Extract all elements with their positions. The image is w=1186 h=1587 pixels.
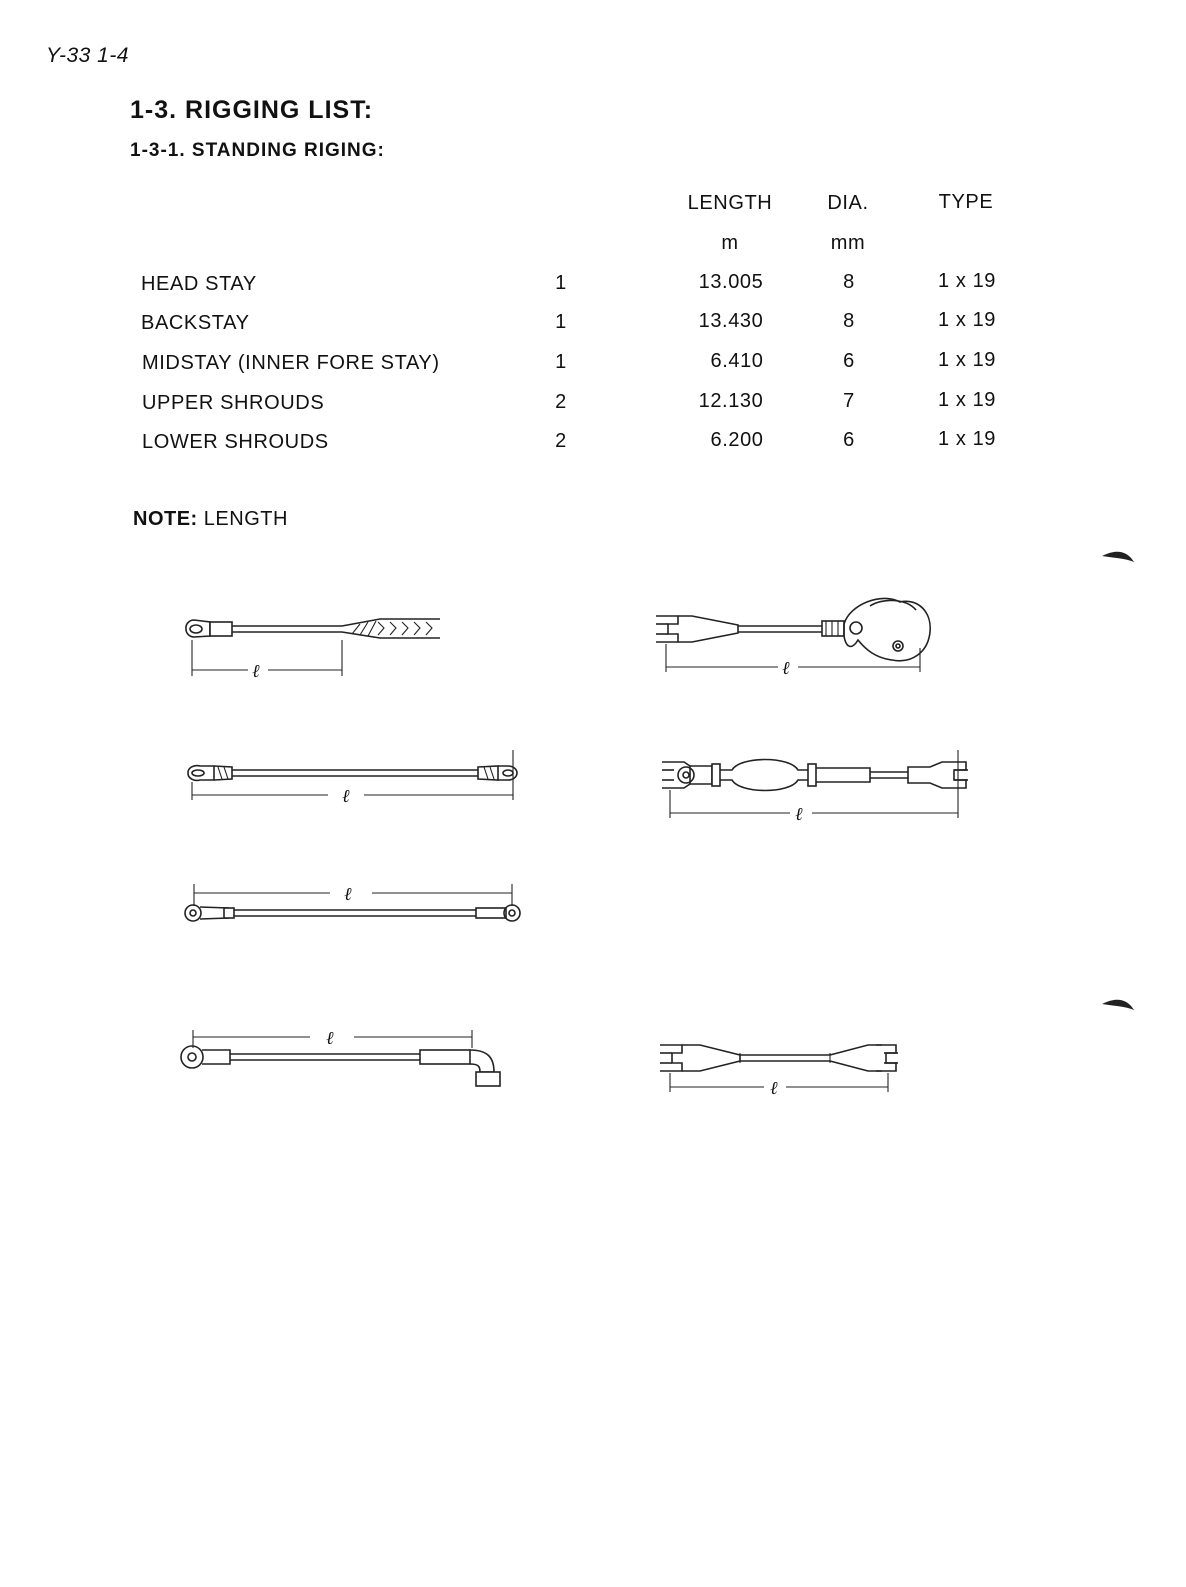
diagram-eye-terminals (185, 884, 520, 921)
length-symbol: ℓ (770, 1078, 778, 1099)
row-dia: 6 (843, 350, 855, 372)
binder-tab-mark (1102, 552, 1134, 562)
row-length: 6.410 (710, 350, 764, 372)
header-dia: DIA. (827, 192, 869, 214)
length-symbol: ℓ (326, 1028, 334, 1049)
subsection-title: 1-3-1. STANDING RIGING: (130, 140, 385, 161)
length-symbol: ℓ (782, 658, 790, 679)
row-length: 12.130 (698, 390, 764, 412)
row-name: HEAD STAY (141, 273, 257, 295)
row-type: 1 x 19 (937, 309, 997, 331)
row-name: LOWER SHROUDS (142, 431, 329, 453)
unit-length: m (721, 232, 739, 254)
note-label: NOTE: (133, 508, 198, 530)
row-qty: 2 (555, 391, 567, 413)
header-type: TYPE (938, 191, 994, 213)
length-symbol: ℓ (344, 884, 352, 905)
row-length: 6.200 (710, 429, 764, 451)
row-type: 1 x 19 (937, 389, 997, 411)
length-symbol: ℓ (252, 661, 260, 682)
length-symbol: ℓ (795, 804, 803, 825)
diagram-eye-t-ball (181, 1028, 500, 1086)
diagram-eye-eye (188, 750, 517, 807)
length-symbol: ℓ (342, 786, 350, 807)
row-name: MIDSTAY (INNER FORE STAY) (142, 352, 440, 374)
binder-tab-mark (1102, 1000, 1134, 1010)
row-qty: 1 (555, 272, 567, 294)
row-name: UPPER SHROUDS (142, 392, 325, 414)
row-qty: 2 (555, 430, 567, 452)
row-dia: 6 (843, 429, 855, 451)
section-title: 1-3. RIGGING LIST: (130, 96, 374, 124)
row-qty: 1 (555, 311, 567, 333)
row-type: 1 x 19 (937, 270, 997, 292)
row-name: BACKSTAY (141, 312, 250, 334)
header-length: LENGTH (687, 192, 773, 214)
note-text: LENGTH (203, 508, 288, 530)
diagram-eye-rope-splice (186, 619, 440, 682)
diagram-fork-snap-shackle (656, 598, 930, 679)
unit-dia: mm (830, 232, 866, 254)
row-qty: 1 (555, 351, 567, 373)
row-type: 1 x 19 (937, 349, 997, 371)
diagram-turnbuckle (662, 750, 968, 825)
row-length: 13.430 (698, 310, 764, 332)
row-type: 1 x 19 (937, 428, 997, 450)
row-dia: 8 (843, 271, 855, 293)
row-length: 13.005 (698, 271, 764, 293)
row-dia: 8 (843, 310, 855, 332)
page-header: Y-33 1-4 (46, 44, 129, 67)
diagram-fork-fork (660, 1045, 898, 1099)
row-dia: 7 (843, 390, 855, 412)
